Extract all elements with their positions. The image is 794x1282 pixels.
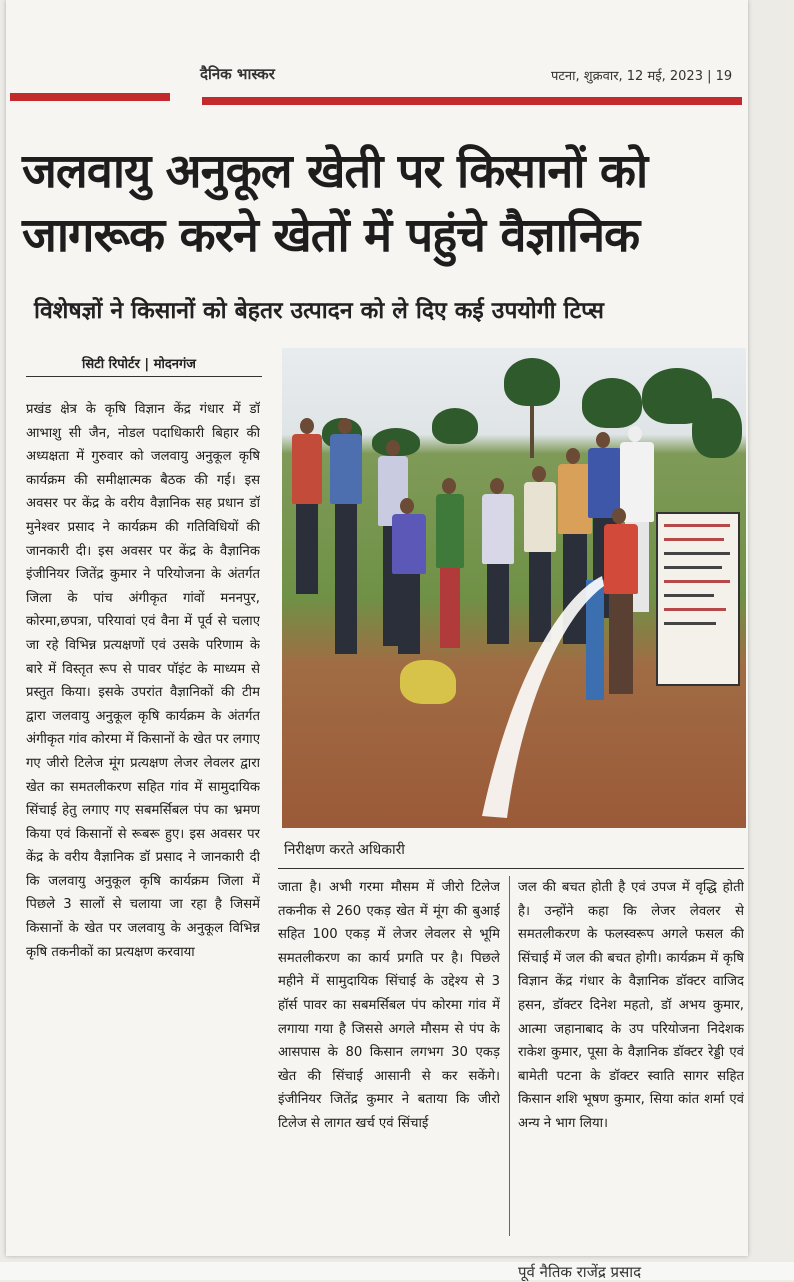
article-column-3: जल की बचत होती है एवं उपज में वृद्धि होती है। उन्होंने कहा कि लेजर लेवलर से समतलीकरण के फलस्वरूप अगले फसल की सिंचाई में जल की बचत होगी। कार्यक्रम में कृषि विज्ञान केंद्र गंधार के वैज्ञानिक डॉक्टर वाजिद हसन, डॉक्टर दिनेश महतो, डॉ अभय कुमार, आत्मा जहानाबाद के उप परियोजना निदेशक राकेश कुमार, पूसा के वैज्ञानिक डॉक्टर रेड्डी एवं बामेती पटना के डॉक्टर स्वाति सागर सहित किसान शशि भूषण कुमार, सिया कांत शर्मा एवं अन्य ने भाग लिया। [518, 880, 744, 1131]
masthead [6, 60, 748, 92]
article-photo [282, 348, 746, 828]
article-column-2: जाता है। अभी गरमा मौसम में जीरो टिलेज तकनीक से 260 एकड़ खेत में मूंग की बुआई सहित 100 एकड़ में लेजर लेवलर से भूमि समतलीकरण का कार्य प्रगति पर है। पिछले महीने में सामुदायिक सिंचाई के उद्देश्य से 3 हॉर्स पावर का सबमर्सिबल पंप कोरमा गांव में लगाया गया है जिससे अगले मौसम से पंप के आसपास के 80 किसान लगभग 30 एकड़ खेत की सिंचाई आसानी से कर सकेंगे। इंजीनियर जितेंद्र कुमार ने बताया कि जीरो टिलेज से लागत खर्च एवं सिंचाई [278, 880, 500, 1131]
article-headline: जलवायु अनुकूल खेती पर किसानों को जागरूक करने खेतों में पहुंचे वैज्ञानिक [22, 144, 648, 263]
reporter-byline: सिटी रिपोर्टर | मोदनगंज [82, 357, 196, 372]
article-column-1: प्रखंड क्षेत्र के कृषि विज्ञान केंद्र गंधार में डॉ आभाशु सी जैन, नोडल पदाधिकारी बिहार की अध्यक्षता में गुरुवार को जलवायु अनुकूल कृषि कार्यक्रम की समीक्षात्मक बैठक की गई। इस अवसर पर केंद्र के वरीय वैज्ञानिक सह प्रधान डॉ मुनेश्वर प्रसाद ने कार्यक्रम की गतिविधियों की जानकारी दी। इस अवसर पर केंद्र के वैज्ञानिक इंजीनियर जितेंद्र कुमार ने परियोजना के अंतर्गत जिला के पांच अंगीकृत गांवों मननपुर, कोरमा,छपत्रा, परियावां एवं वैना में पूर्व से चलाए जा रहे विभिन्न प्रत्यक्षणों एवं उसके परिणाम के बारे में विस्तृत रूप से पावर पॉइंट के माध्यम से प्रस्तुत किया। इसके उपरांत वैज्ञानिकों की टीम द्वारा जलवायु अनुकूल कृषि कार्यक्रम के अंतर्गत अंगीकृत गांव कोरमा में किसानों के खेत पर लगाए गए जीरो टिलेज मूंग प्रत्यक्षण लेजर लेवलर द्वारा खेत का समतलीकरण सहित गांव में सामुदायिक सिंचाई हेतु लगाए गए सबमर्सिबल पंप का भ्रमण किया एवं किसानों से रूबरू हुए। इस अवसर पर केंद्र के वरीय वैज्ञानिक डॉ प्रसाद ने जानकारी दी कि जलवायु अनुकूल कृषि कार्यक्रम जिला में पिछले 3 सालों से चलाया जा रहा है जिसमें किसानों के खेत पर जलवायु के अनुकूल विभिन्न कृषि तकनीकों का प्रत्यक्षण करवाया [26, 402, 260, 960]
masthead-red-bar-right [202, 97, 742, 105]
masthead-red-bar-left [10, 93, 170, 101]
water-stream [452, 556, 612, 826]
newspaper-page [6, 0, 748, 1256]
caption-rule [278, 868, 744, 869]
next-page-strip [0, 1262, 794, 1280]
project-sign-board [656, 512, 740, 686]
byline-rule [26, 376, 262, 377]
dateline: पटना, शुक्रवार, 12 मई, 2023 | 19 [551, 69, 733, 84]
article-subhead: विशेषज्ञों ने किसानों को बेहतर उत्पादन को ले दिए कई उपयोगी टिप्स [34, 298, 604, 324]
newspaper-brand: दैनिक भास्कर [200, 65, 275, 83]
banana-bunch [400, 660, 456, 704]
next-headline-fragment: पूर्व नैतिक राजेंद्र प्रसाद [518, 1263, 642, 1281]
photo-caption: निरीक्षण करते अधिकारी [284, 842, 405, 858]
column-divider [509, 876, 510, 1236]
